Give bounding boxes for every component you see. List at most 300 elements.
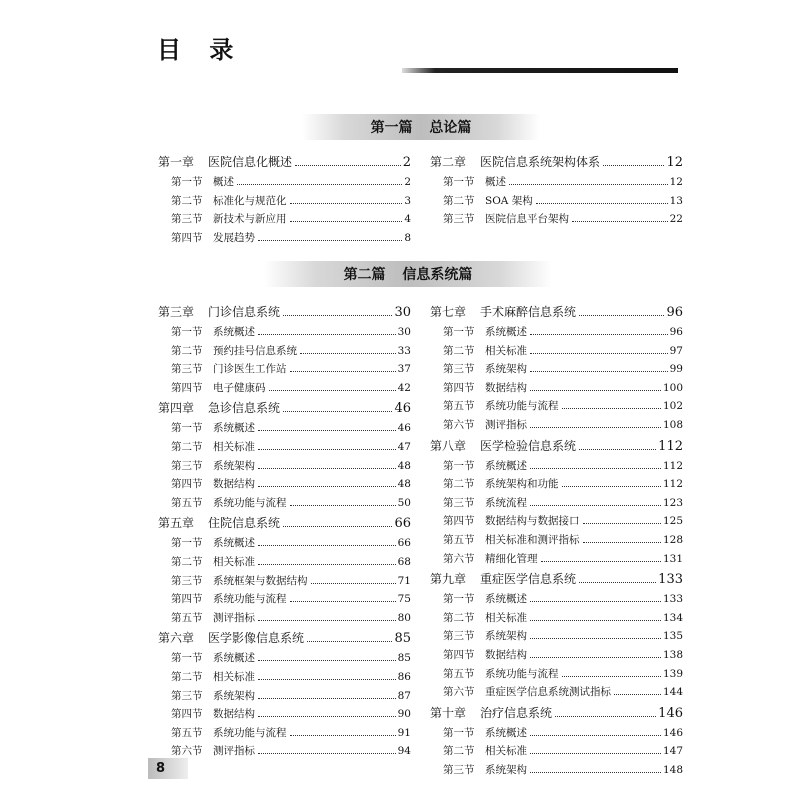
section-number: 第四节 xyxy=(171,478,203,491)
section-number: 第一节 xyxy=(443,176,475,188)
section-label xyxy=(443,591,527,606)
section-number: 第三节 xyxy=(443,763,475,776)
leader-dots xyxy=(290,371,396,372)
section-entry xyxy=(158,174,411,193)
chapter-title: 手术麻醉信息系统 xyxy=(480,305,577,319)
section-label xyxy=(171,174,234,189)
chapter-page: 2 xyxy=(402,155,411,170)
section-title: 系统架构和功能 xyxy=(485,478,559,491)
section-label xyxy=(443,211,569,226)
section-entry xyxy=(158,343,411,362)
section-label xyxy=(171,573,308,588)
section-title: 医院信息平台架构 xyxy=(485,213,569,226)
section-page: 33 xyxy=(397,344,411,357)
section-entry xyxy=(158,439,411,458)
section-page: 131 xyxy=(662,552,683,565)
section-label xyxy=(443,684,611,699)
section-page: 46 xyxy=(397,422,411,435)
leader-dots xyxy=(258,698,396,699)
section-page: 66 xyxy=(397,537,411,550)
chapter-page: 12 xyxy=(666,155,683,170)
section-page: 138 xyxy=(662,648,683,661)
section-number: 第三节 xyxy=(443,363,475,376)
section-label xyxy=(171,211,287,226)
section-page: 12 xyxy=(669,176,683,188)
section-page: 8 xyxy=(404,231,411,244)
leader-dots xyxy=(614,694,661,695)
chapter-title: 重症医学信息系统 xyxy=(480,572,577,587)
section-entry xyxy=(430,684,683,703)
section-title: 测评指标 xyxy=(213,611,255,624)
section-entry xyxy=(430,610,683,629)
section-page: 133 xyxy=(662,593,683,606)
section-title: 系统概述 xyxy=(485,726,527,739)
section-entry xyxy=(158,476,411,495)
chapter-label xyxy=(430,153,600,170)
section-title: 系统概述 xyxy=(485,593,527,606)
chapter-title: 医院信息化概述 xyxy=(208,155,293,169)
leader-dots xyxy=(258,679,396,680)
chapter-page: 30 xyxy=(394,305,411,320)
chapter-number: 第四章 xyxy=(158,401,195,416)
leader-dots xyxy=(572,221,668,222)
section-number: 第一节 xyxy=(171,652,203,665)
leader-dots xyxy=(307,641,392,642)
section-label xyxy=(443,324,527,339)
section-entry xyxy=(158,591,411,610)
section-number: 第一节 xyxy=(443,726,475,739)
section-number: 第三节 xyxy=(171,459,203,472)
section-title: 系统功能与流程 xyxy=(485,400,559,413)
section-page: 147 xyxy=(662,745,683,758)
section-page: 135 xyxy=(662,630,683,643)
section-label xyxy=(171,610,255,625)
chapter-entry xyxy=(430,437,683,458)
leader-dots xyxy=(300,353,396,354)
section-page: 125 xyxy=(662,515,683,528)
leader-dots xyxy=(290,221,403,222)
leader-dots xyxy=(258,660,396,661)
section-number: 第二节 xyxy=(171,194,203,207)
chapter-label xyxy=(430,303,576,320)
chapter-page: 66 xyxy=(394,516,411,532)
section-page: 30 xyxy=(397,326,411,338)
section-title: 重症医学信息系统测试指标 xyxy=(485,686,611,699)
section-label xyxy=(443,551,538,566)
section-title: 系统概述 xyxy=(213,326,255,338)
section-label xyxy=(443,513,580,528)
section-label xyxy=(171,495,287,510)
section-title: 系统架构 xyxy=(485,763,527,776)
section-page: 48 xyxy=(397,459,411,472)
section-page: 99 xyxy=(669,363,683,376)
section-page: 75 xyxy=(397,593,411,606)
section-number: 第一节 xyxy=(443,459,475,472)
section-title: 数据结构 xyxy=(213,708,255,721)
leader-dots xyxy=(258,564,396,565)
leader-dots xyxy=(283,411,392,412)
chapter-title: 治疗信息系统 xyxy=(480,705,553,720)
leader-dots xyxy=(530,353,668,354)
section-title: 系统功能与流程 xyxy=(485,667,559,680)
leader-dots xyxy=(530,601,661,602)
leader-dots xyxy=(290,505,396,506)
section-title: 系统概述 xyxy=(213,652,255,665)
section-title: 相关标准 xyxy=(213,555,255,568)
section-entry xyxy=(430,743,683,762)
section-number: 第四节 xyxy=(443,381,475,394)
chapter-label xyxy=(430,570,576,587)
chapter-number: 第一章 xyxy=(158,155,195,169)
toc-column-part2-right xyxy=(430,302,683,780)
leader-dots xyxy=(579,449,656,450)
leader-dots xyxy=(530,371,668,372)
leader-dots xyxy=(269,390,396,391)
section-entry xyxy=(158,193,411,212)
section-page: 48 xyxy=(397,478,411,491)
chapter-entry xyxy=(158,514,411,535)
section-page: 90 xyxy=(397,708,411,721)
section-entry xyxy=(430,666,683,685)
section-entry xyxy=(158,230,411,249)
section-label xyxy=(171,380,266,395)
section-title: 测评指标 xyxy=(485,418,527,431)
section-label xyxy=(443,476,559,491)
chapter-number: 第八章 xyxy=(430,438,467,453)
section-entry xyxy=(430,211,683,230)
section-page: 3 xyxy=(404,194,411,207)
section-number: 第二节 xyxy=(171,670,203,683)
leader-dots xyxy=(603,165,664,166)
section-page: 2 xyxy=(404,176,411,188)
section-title: 相关标准 xyxy=(213,440,255,453)
section-page: 102 xyxy=(662,400,683,413)
chapter-number: 第十章 xyxy=(430,705,467,720)
section-label xyxy=(171,688,255,703)
section-entry xyxy=(430,591,683,610)
leader-dots xyxy=(530,468,661,469)
section-entry xyxy=(430,417,683,436)
section-number: 第三节 xyxy=(171,574,203,587)
section-page: 146 xyxy=(662,726,683,739)
section-number: 第五节 xyxy=(443,667,475,680)
chapter-title: 医学影像信息系统 xyxy=(208,631,305,646)
leader-dots xyxy=(530,390,661,391)
section-entry xyxy=(430,628,683,647)
section-title: 标准化与规范化 xyxy=(213,194,287,207)
chapter-entry xyxy=(430,704,683,725)
page-title: 目 录 xyxy=(157,36,244,64)
section-label xyxy=(171,420,255,435)
chapter-label xyxy=(158,629,304,646)
section-label xyxy=(443,532,580,547)
leader-dots xyxy=(258,753,396,754)
chapter-title: 急诊信息系统 xyxy=(208,401,281,416)
section-number: 第六节 xyxy=(171,745,203,758)
page-number: 8 xyxy=(148,758,188,779)
section-title: 系统流程 xyxy=(485,496,527,509)
section-entry xyxy=(430,458,683,477)
leader-dots xyxy=(530,334,668,335)
section-entry xyxy=(158,573,411,592)
section-page: 4 xyxy=(404,213,411,226)
section-number: 第二节 xyxy=(443,194,475,207)
section-number: 第六节 xyxy=(443,418,475,431)
section-title: 测评指标 xyxy=(213,745,255,758)
section-number: 第五节 xyxy=(443,533,475,546)
leader-dots xyxy=(583,542,661,543)
chapter-number: 第七章 xyxy=(430,305,467,319)
section-number: 第六节 xyxy=(443,552,475,565)
leader-dots xyxy=(530,657,661,658)
chapter-page: 146 xyxy=(658,705,683,721)
leader-dots xyxy=(579,582,656,583)
chapter-page: 46 xyxy=(394,401,411,417)
section-title: 数据结构 xyxy=(485,381,527,394)
section-entry xyxy=(430,193,683,212)
chapter-entry xyxy=(158,303,411,324)
section-title: 概述 xyxy=(213,176,234,188)
section-title: 系统概述 xyxy=(213,537,255,550)
section-number: 第四节 xyxy=(171,231,203,244)
chapter-page: 96 xyxy=(666,305,683,320)
section-page: 108 xyxy=(662,418,683,431)
part-banner-1: 第一篇 总论篇 xyxy=(302,114,540,140)
section-title: 电子健康码 xyxy=(213,381,266,394)
chapter-entry xyxy=(430,153,683,174)
section-title: 概述 xyxy=(485,176,506,188)
section-number: 第四节 xyxy=(443,515,475,528)
chapter-title: 医学检验信息系统 xyxy=(480,438,577,453)
chapter-entry xyxy=(430,303,683,324)
section-title: 新技术与新应用 xyxy=(213,213,287,226)
section-number: 第一节 xyxy=(443,593,475,606)
section-title: 预约挂号信息系统 xyxy=(213,344,297,357)
chapter-label xyxy=(158,303,280,320)
toc-column-part1-right xyxy=(430,152,683,230)
section-number: 第五节 xyxy=(443,400,475,413)
section-entry xyxy=(158,610,411,629)
section-number: 第四节 xyxy=(171,593,203,606)
section-page: 42 xyxy=(397,381,411,394)
section-label xyxy=(171,650,255,665)
section-label xyxy=(171,361,287,376)
section-page: 96 xyxy=(669,326,683,338)
leader-dots xyxy=(583,523,661,524)
section-label xyxy=(171,669,255,684)
section-page: 144 xyxy=(662,686,683,699)
section-label xyxy=(171,439,255,454)
toc-column-part1-left xyxy=(158,152,411,248)
section-page: 22 xyxy=(669,213,683,226)
section-entry xyxy=(430,398,683,417)
section-entry xyxy=(158,361,411,380)
section-title: 相关标准 xyxy=(213,670,255,683)
chapter-page: 112 xyxy=(658,438,683,454)
section-number: 第一节 xyxy=(171,537,203,550)
section-label xyxy=(443,174,506,189)
section-label xyxy=(443,417,527,432)
section-page: 123 xyxy=(662,496,683,509)
section-title: 系统架构 xyxy=(485,630,527,643)
leader-dots xyxy=(258,240,402,241)
section-label xyxy=(443,193,533,208)
section-title: 精细化管理 xyxy=(485,552,538,565)
section-title: 数据结构与数据接口 xyxy=(485,515,580,528)
section-title: 相关标准 xyxy=(485,611,527,624)
section-page: 37 xyxy=(397,363,411,376)
chapter-page: 85 xyxy=(394,631,411,647)
leader-dots xyxy=(258,449,396,450)
section-label xyxy=(171,324,255,339)
section-label xyxy=(443,361,527,376)
chapter-entry xyxy=(158,629,411,650)
section-page: 80 xyxy=(397,611,411,624)
section-title: 系统概述 xyxy=(485,459,527,472)
section-number: 第二节 xyxy=(443,478,475,491)
leader-dots xyxy=(290,203,403,204)
section-page: 50 xyxy=(397,496,411,509)
leader-dots xyxy=(530,505,661,506)
section-page: 91 xyxy=(397,726,411,739)
section-title: 门诊医生工作站 xyxy=(213,363,287,376)
chapter-label xyxy=(158,514,280,531)
leader-dots xyxy=(258,545,396,546)
section-page: 139 xyxy=(662,667,683,680)
section-label xyxy=(171,743,255,758)
section-entry xyxy=(158,688,411,707)
section-title: SOA 架构 xyxy=(485,194,533,207)
section-page: 128 xyxy=(662,533,683,546)
section-entry xyxy=(158,420,411,439)
section-title: 系统功能与流程 xyxy=(213,593,287,606)
leader-dots xyxy=(530,753,661,754)
section-page: 148 xyxy=(662,763,683,776)
leader-dots xyxy=(536,203,668,204)
section-entry xyxy=(430,174,683,193)
section-number: 第二节 xyxy=(443,611,475,624)
section-number: 第二节 xyxy=(171,440,203,453)
section-label xyxy=(171,591,287,606)
section-label xyxy=(443,495,527,510)
section-entry xyxy=(430,343,683,362)
section-entry xyxy=(158,743,411,762)
section-title: 系统功能与流程 xyxy=(213,726,287,739)
section-label xyxy=(443,647,527,662)
section-number: 第五节 xyxy=(171,611,203,624)
chapter-entry xyxy=(158,399,411,420)
section-number: 第二节 xyxy=(171,344,203,357)
section-number: 第二节 xyxy=(171,555,203,568)
section-entry xyxy=(158,725,411,744)
section-page: 134 xyxy=(662,611,683,624)
section-number: 第一节 xyxy=(171,176,203,188)
section-entry xyxy=(430,551,683,570)
chapter-entry xyxy=(430,570,683,591)
section-title: 发展趋势 xyxy=(213,231,255,244)
section-page: 71 xyxy=(397,574,411,587)
chapter-label xyxy=(430,704,552,721)
section-number: 第一节 xyxy=(171,422,203,435)
section-entry xyxy=(158,380,411,399)
chapter-number: 第六章 xyxy=(158,631,195,646)
leader-dots xyxy=(258,430,396,431)
section-entry xyxy=(158,324,411,343)
leader-dots xyxy=(258,334,396,335)
section-label xyxy=(171,476,255,491)
title-rule xyxy=(402,68,678,73)
section-number: 第三节 xyxy=(171,689,203,702)
section-title: 数据结构 xyxy=(485,648,527,661)
section-number: 第三节 xyxy=(443,496,475,509)
section-label xyxy=(171,554,255,569)
section-label xyxy=(171,458,255,473)
section-number: 第五节 xyxy=(171,726,203,739)
section-title: 系统框架与数据结构 xyxy=(213,574,308,587)
leader-dots xyxy=(290,735,396,736)
section-number: 第三节 xyxy=(443,630,475,643)
section-label xyxy=(443,628,527,643)
section-number: 第四节 xyxy=(171,708,203,721)
section-number: 第三节 xyxy=(171,363,203,376)
section-page: 94 xyxy=(397,745,411,758)
section-number: 第二节 xyxy=(443,745,475,758)
chapter-number: 第九章 xyxy=(430,572,467,587)
leader-dots xyxy=(530,620,661,621)
leader-dots xyxy=(283,526,392,527)
section-number: 第三节 xyxy=(171,213,203,226)
section-entry xyxy=(158,706,411,725)
section-number: 第四节 xyxy=(171,381,203,394)
section-page: 13 xyxy=(669,194,683,207)
leader-dots xyxy=(562,676,661,677)
section-number: 第三节 xyxy=(443,213,475,226)
chapter-label xyxy=(430,437,576,454)
section-page: 47 xyxy=(397,440,411,453)
leader-dots xyxy=(258,486,396,487)
section-title: 相关标准 xyxy=(485,745,527,758)
section-label xyxy=(443,380,527,395)
section-label xyxy=(443,725,527,740)
chapter-entry xyxy=(158,153,411,174)
section-title: 系统架构 xyxy=(213,689,255,702)
section-title: 系统功能与流程 xyxy=(213,496,287,509)
section-entry xyxy=(158,535,411,554)
section-number: 第一节 xyxy=(171,326,203,338)
leader-dots xyxy=(283,315,392,316)
section-entry xyxy=(430,324,683,343)
section-entry xyxy=(430,762,683,781)
section-title: 系统概述 xyxy=(213,422,255,435)
section-entry xyxy=(158,650,411,669)
leader-dots xyxy=(290,601,396,602)
toc-column-part2-left xyxy=(158,302,411,762)
section-label xyxy=(443,398,559,413)
section-title: 相关标准和测评指标 xyxy=(485,533,580,546)
section-label xyxy=(171,725,287,740)
section-page: 85 xyxy=(397,652,411,665)
section-label xyxy=(171,343,297,358)
section-page: 97 xyxy=(669,344,683,357)
leader-dots xyxy=(530,427,661,428)
section-title: 系统架构 xyxy=(485,363,527,376)
section-number: 第一节 xyxy=(443,326,475,338)
section-page: 87 xyxy=(397,689,411,702)
leader-dots xyxy=(541,561,661,562)
leader-dots xyxy=(555,716,656,717)
leader-dots xyxy=(258,468,396,469)
chapter-title: 住院信息系统 xyxy=(208,516,281,531)
